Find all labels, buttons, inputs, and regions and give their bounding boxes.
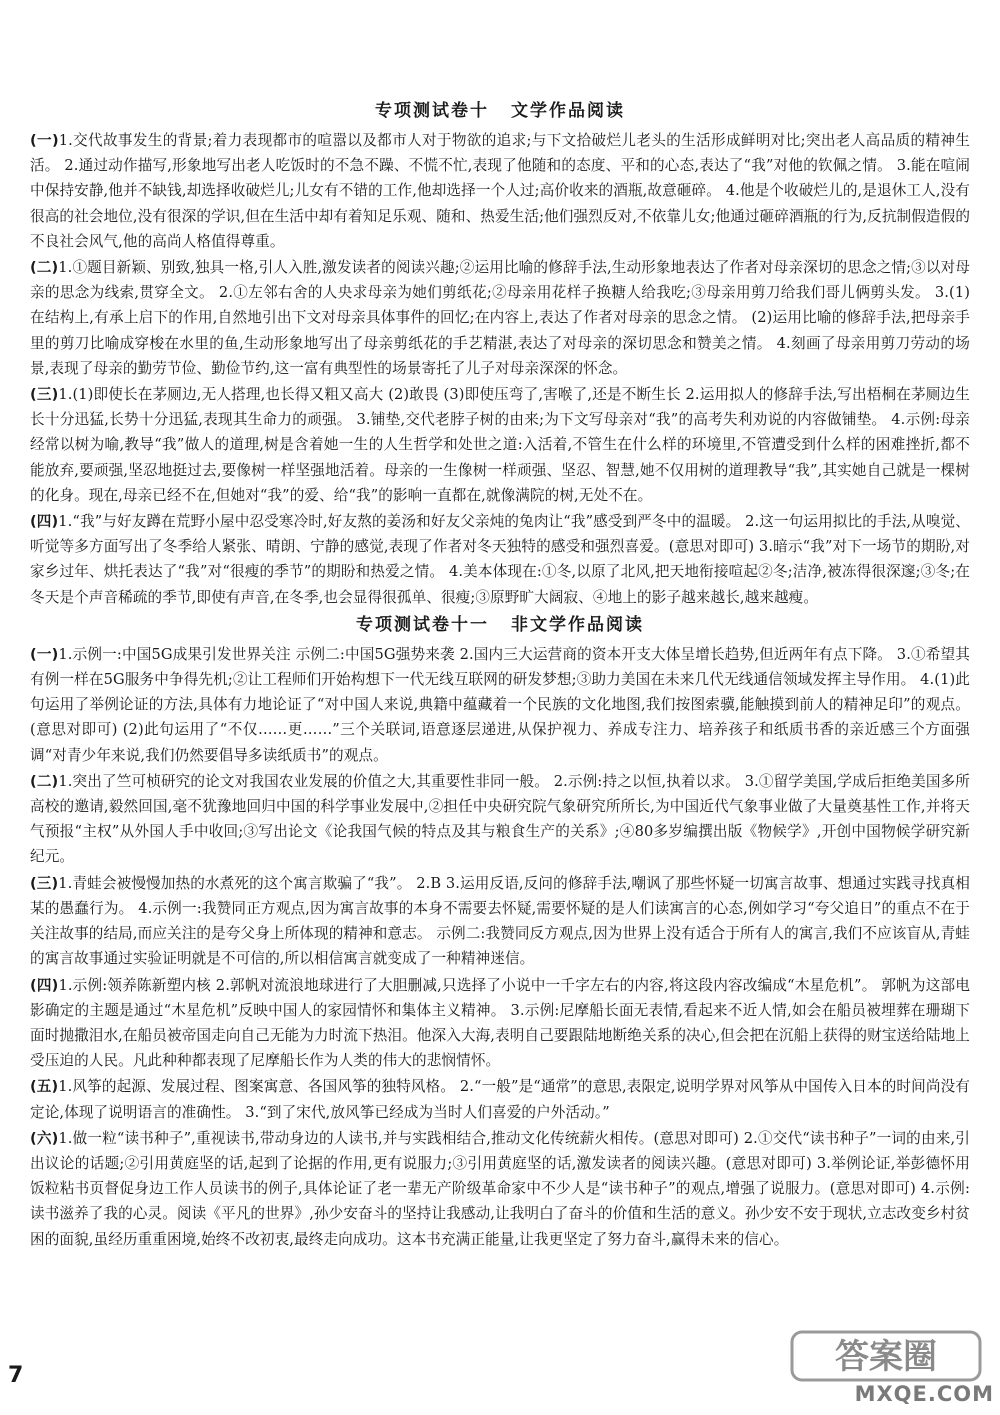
answer-page [30, 100, 970, 1253]
section-title-10-a: 专项测试卷十 [375, 101, 489, 121]
answer-text: 1.交代故事发生的背景;着力表现都市的喧嚣以及都市人对于物欲的追求;与下文拾破烂儿老头的生活形成鲜明对比;突出老人高品质的精神生活。 2.通过动作描写,形象地写出老人吃饭时的不急不躁、不慌不忙,表现了他随和的态度、平和的心态,表达了“我”对他的钦佩之情。 3.能在喧闹中保持安静,他并不缺钱,却选择收破烂儿;儿女有不错的工作,他却选择一个人过;高价收来的酒瓶,故意砸碎。 4.他是个收破烂儿的,是退休工人,没有很高的社会地位,没有很深的学识,但在生活中却有着知足乐观、随和、热爱生活;他们强烈反对,不依靠儿女;他通过砸碎酒瓶的行为,反抗制假造假的不良社会风气,他的高尚人格值得尊重。 [30, 132, 971, 250]
answer-label: (二) [30, 772, 59, 790]
answer-text: 1.青蛙会被慢慢加热的水煮死的这个寓言欺骗了“我”。 2.B 3.运用反语,反问的修辞手法,嘲讽了那些怀疑一切寓言故事、想通过实践寻找真相某的愚蠢行为。 4.示例一:我赞同正方观点,因为寓言故事的本身不需要去怀疑,需要怀疑的是人们读寓言的心态,例如学习“夸父追日”的重点不在于关注故事的结局,而应关注的是夸父身上所体现的精神和意志。 示例二:我赞同反方观点,因为世界上没有适合于所有人的寓言,我们不应该盲从,青蛙的寓言故事通过实验证明就是不可信的,所以相信寓言就变成了一种精神迷信。 [30, 874, 970, 968]
answer-text: 1.示例一:中国5G成果引发世界关注 示例二:中国5G强势来袭 2.国内三大运营商的资本开支大体呈增长趋势,但近两年有点下降。 3.①希望其有例一样在5G服务中争得先机;②让工程师们开始构想下一代无线互联网的研发梦想;③助力美国在未来几代无线通信领域发挥主导作用。 4.(1)此句运用了举例论证的方法,具体有力地论证了“对中国人来说,典籍中蕴藏着一个民族的文化地图,我们按图索骥,能触摸到前人的精神足印”的观点。(意思对即可) (2)此句运用了“不仅……更……”三个关联词,语意逐层递进,从保护视力、养成专注力、培养孩子和纸质书香的亲近感三个方面强调“对青少年来说,我们仍然要倡导多读纸质书”的观点。 [30, 645, 970, 764]
answer-text: 1.①题目新颖、别致,独具一格,引人入胜,激发读者的阅读兴趣;②运用比喻的修辞手法,生动形象地表达了作者对母亲深切的思念之情;③以对母亲的思念为线索,贯穿全文。 2.①左邻右舍的人央求母亲为她们剪纸花;②母亲用花样子换糖人给我吃;③母亲用剪刀给我们哥儿俩剪头发。 3.(1)在结构上,有承上启下的作用,自然地引出下文对母亲具体事件的回忆;在内容上,表达了作者对母亲的思念之情。 (2)运用比喻的修辞手法,把母亲手里的剪刀比喻成穿梭在水里的鱼,生动形象地写出了母亲剪纸花的手艺精湛,表达了对母亲的深切思念和赞美之情。 4.刻画了母亲用剪刀劳动的场景,表现了母亲的勤劳节俭、勤俭节约,这一富有典型性的场景寄托了儿子对母亲深深的怀念。 [30, 259, 970, 377]
answer-block-11-3 [30, 871, 970, 972]
answer-block-10-2 [30, 255, 970, 381]
answer-block-11-4 [30, 973, 970, 1074]
answer-text: 1.“我”与好友蹲在荒野小屋中忍受寒冷时,好友熬的姜汤和好友父亲炖的兔肉让“我”感受到严冬中的温暖。 2.这一句运用拟比的手法,从嗅觉、听觉等多方面写出了冬季给人紧张、晴朗、宁静的感觉,表现了作者对冬天独特的感受和强烈喜爱。(意思对即可) 3.暗示“我”对下一场节的期盼,对家乡过年、烘托表达了“我”对“很瘦的季节”的期盼和热爱之情。 4.美本体现在:①冬,以原了北风,把天地衔接喧起②冬;洁净,被冻得很深邃;③冬;在冬天是个声音稀疏的季节,即使有声音,在冬季,也会显得很孤单、很瘦;③原野旷大阔寂、④地上的影子越来越长,越来越瘦。 [30, 513, 970, 606]
answer-label: (三) [30, 386, 59, 404]
section-title-11-b: 非文学作品阅读 [511, 614, 644, 635]
section-title-11-a: 专项测试卷十一 [356, 614, 489, 635]
answer-label: (一) [30, 132, 59, 149]
answer-label: (六) [30, 1129, 59, 1147]
watermark-text: MXQE.COM [854, 1382, 994, 1406]
answer-block-11-2 [30, 769, 970, 870]
answer-block-10-1 [30, 128, 970, 254]
answer-block-11-6 [30, 1126, 970, 1252]
answer-block-11-5 [30, 1074, 970, 1124]
page-number: 7 [8, 1363, 24, 1388]
answer-label: (一) [30, 645, 59, 663]
answer-block-10-4 [30, 509, 970, 610]
answer-label: (四) [30, 513, 59, 531]
section-title-11 [30, 614, 970, 636]
answer-text: 1.(1)即使长在茅厕边,无人搭理,也长得又粗又高大 (2)敢畏 (3)即使压弯了,害喉了,还是不断生长 2.运用拟人的修辞手法,写出梧桐在茅厕边生长十分迅猛,长势十分迅猛,表现其生命力的顽强。 3.铺垫,交代老脖子树的由来;为下文写母亲对“我”的高考失利劝说的内容做铺垫。 4.示例:母亲经常以树为喻,教导“我”做人的道理,树是含着她一生的人生哲学和处世之道:入活着,不管生在什么样的环境里,不管遭受到什么样的困难挫折,都不能放弃,要顽强,坚忍地挺过去,要像树一样坚强地活着。母亲的一生像树一样顽强、坚忍、智慧,她不仅用树的道理教导“我”,其实她自己就是一棵树的化身。现在,母亲已经不在,但她对“我”的爱、给“我”的影响一直都在,就像满院的树,无处不在。 [30, 386, 970, 504]
answer-block-11-1 [30, 642, 970, 768]
answer-label: (四) [30, 976, 59, 994]
answer-text: 1.突出了竺可桢研究的论文对我国农业发展的价值之大,其重要性非同一般。 2.示例:持之以恒,执着以求。 3.①留学美国,学成后拒绝美国多所高校的邀请,毅然回国,毫不犹豫地回归中国的科学事业发展中,②担任中央研究院气象研究所所长,为中国近代气象事业做了大量奠基性工作,并将天气预报“主权”从外国人手中收回;③写出论文《论我国气候的特点及其与粮食生产的关系》;④80多岁编撰出版《物候学》,开创中国物候学研究新纪元。 [30, 772, 970, 866]
section-title-10-b: 文学作品阅读 [511, 101, 625, 121]
answer-text: 1.做一粒“读书种子”,重视读书,带动身边的人读书,并与实践相结合,推动文化传统薪火相传。(意思对即可) 2.①交代“读书种子”一词的由来,引出议论的话题;②引用黄庭坚的话,起到了论据的作用,更有说服力;③引用黄庭坚的话,激发读者的阅读兴趣。(意思对即可) 3.举例论证,举彭德怀用饭粒粘书页督促身边工作人员读书的例子,具体论证了老一辈无产阶级革命家中不少人是“读书种子”的观点,增强了说服力。(意思对即可) 4.示例:读书滋养了我的心灵。阅读《平凡的世界》,孙少安奋斗的坚持让我感动,让我明白了奋斗的价值和生活的意义。孙少安不安于现状,立志改变乡村贫困的面貌,虽经历重重困境,始终不改初衷,最终走向成功。这本书充满正能量,让我更坚定了努力奋斗,赢得未来的信心。 [30, 1129, 970, 1248]
answer-block-10-3 [30, 382, 970, 508]
watermark-logo-text: 答案圈 [835, 1337, 937, 1377]
answer-label: (五) [30, 1078, 59, 1096]
answer-text: 1.示例:领养陈新塑内核 2.郭帆对流浪地球进行了大胆删减,只选择了小说中一千字左右的内容,将这段内容改编成“木星危机”。 郭帆为这部电影确定的主题是通过“木星危机”反映中国人的家园情怀和集体主义精神。 3.示例:尼摩船长面无表情,看起来不近人情,如会在船员被埋葬在珊瑚下面时抛撒泪水,在船员被帝国走向自己无能为力时流下热泪。他深入大海,表明自己要跟陆地断绝关系的决心,但会把在沉船上获得的财宝送给陆地上受压迫的人民。凡此种种都表现了尼摩船长作为人类的伟大的悲悯情怀。 [30, 976, 971, 1070]
answer-label: (三) [30, 874, 59, 892]
answer-label: (二) [30, 259, 59, 277]
answer-text: 1.风筝的起源、发展过程、图案寓意、各国风筝的独特风格。 2.“一般”是“通常”的意思,表限定,说明学界对风筝从中国传入日本的时间尚没有定论,体现了说明语言的准确性。 3.“到了宋代,放风筝已经成为当时人们喜爱的户外活动。” [30, 1078, 970, 1121]
section-title-10 [30, 100, 970, 122]
